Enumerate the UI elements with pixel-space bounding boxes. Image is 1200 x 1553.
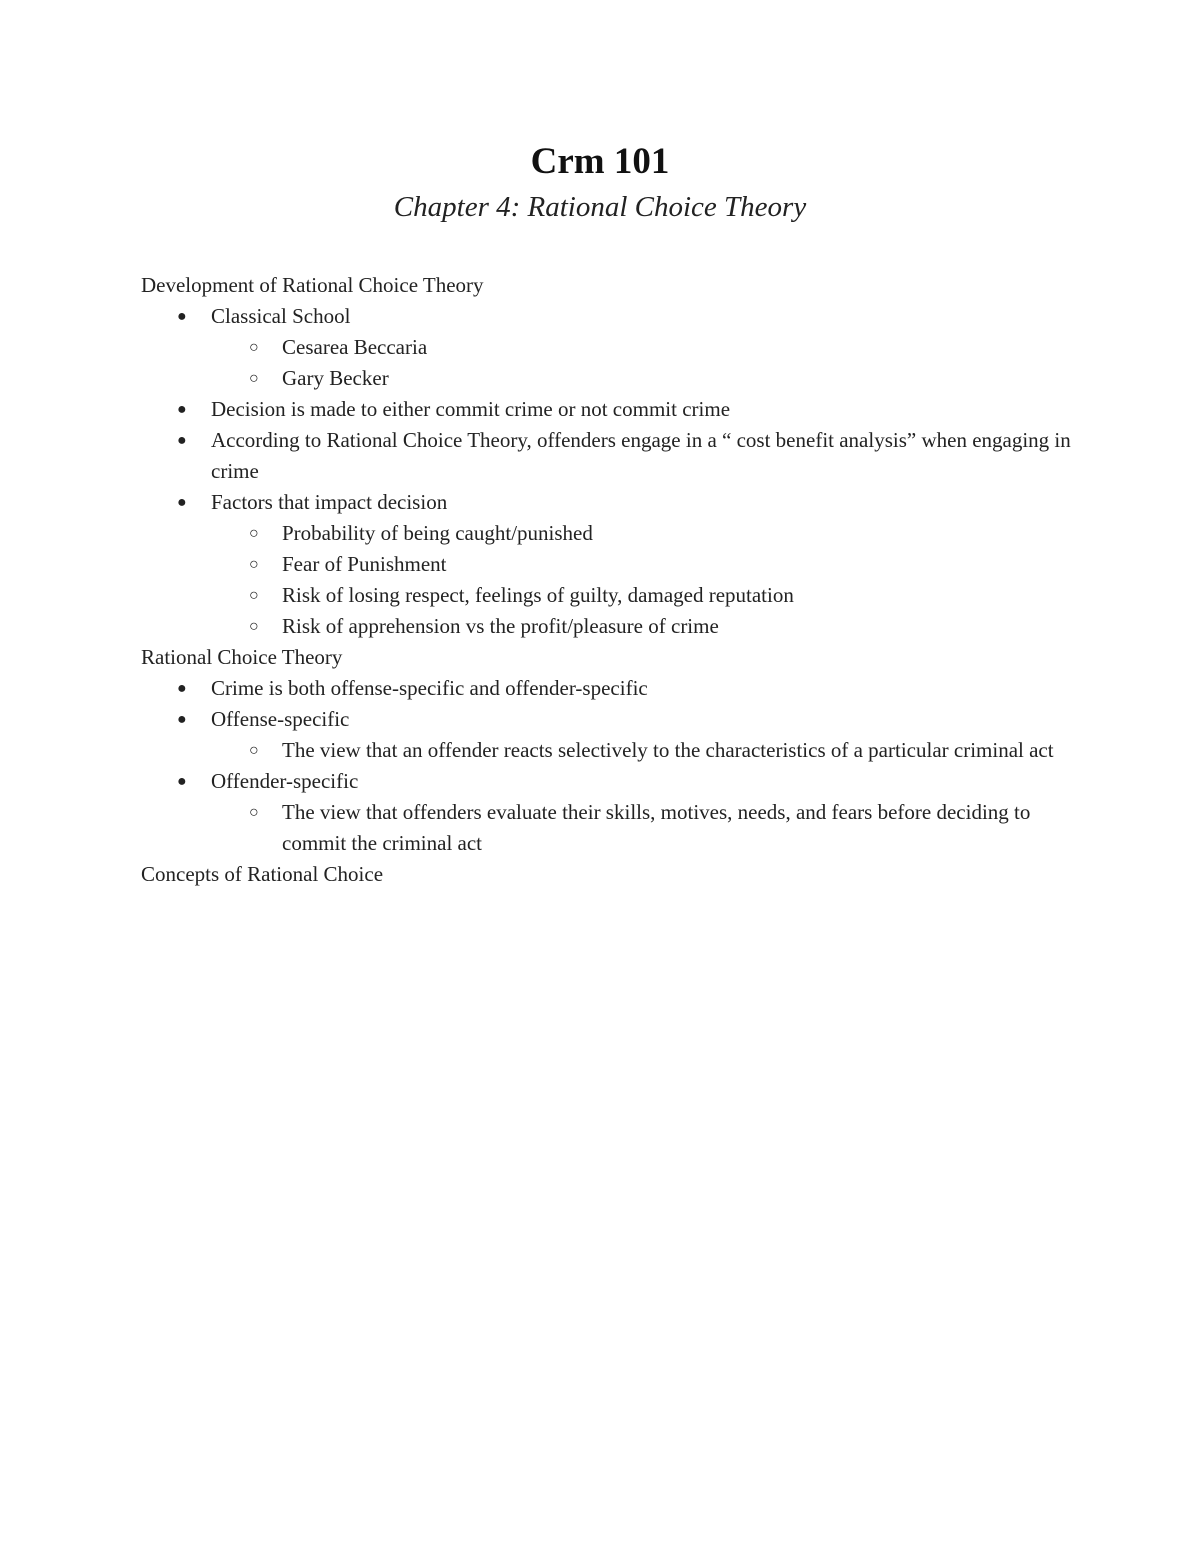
bullet-icon: ●: [177, 711, 187, 728]
list-item: [141, 425, 1071, 487]
sub-list-item-text: Fear of Punishment: [282, 552, 447, 576]
hollow-bullet-icon: ○: [249, 525, 259, 542]
sub-list-item-text: Cesarea Beccaria: [282, 335, 428, 359]
list-item-text: Offender-specific: [211, 769, 359, 793]
hollow-bullet-icon: ○: [249, 804, 259, 821]
section-heading: Concepts of Rational Choice: [141, 862, 384, 886]
hollow-bullet-icon: ○: [249, 339, 259, 356]
sub-list-item: [141, 363, 1071, 394]
hollow-bullet-icon: ○: [249, 587, 259, 604]
bullet-icon: ●: [177, 773, 187, 790]
bullet-icon: ●: [177, 308, 187, 325]
list-item: [141, 487, 1071, 518]
sub-list-item-text: The view that an offender reacts selectively to the characteristics of a particular criminal act: [282, 738, 1054, 762]
list-item-text: Offense-specific: [211, 707, 350, 731]
list-item-text: Decision is made to either commit crime or not commit crime: [211, 397, 731, 421]
sub-list-item: [141, 611, 1071, 642]
sub-list-item-text: Gary Becker: [282, 366, 389, 390]
list-item: [141, 766, 1071, 797]
sub-list-item: [141, 332, 1071, 363]
bullet-icon: ●: [177, 494, 187, 511]
document-title: Crm 101: [530, 141, 670, 182]
list-item-text: Crime is both offense-specific and offender-specific: [211, 676, 648, 700]
hollow-bullet-icon: ○: [249, 618, 259, 635]
notes-outline: [141, 270, 1071, 890]
list-item: [141, 394, 1071, 425]
list-item-text: Classical School: [211, 304, 351, 328]
sub-list-item-text: The view that offenders evaluate their skills, motives, needs, and fears before deciding to commit the criminal act: [282, 800, 1031, 855]
sub-list-item: [141, 518, 1071, 549]
list-item: [141, 704, 1071, 735]
list-item: [141, 301, 1071, 332]
sub-list-item-text: Risk of losing respect, feelings of guilty, damaged reputation: [282, 583, 794, 607]
bullet-icon: ●: [177, 680, 187, 697]
sub-list-item: [141, 797, 1071, 859]
list-item: [141, 673, 1071, 704]
bullet-icon: ●: [177, 432, 187, 449]
hollow-bullet-icon: ○: [249, 742, 259, 759]
list-item-text: According to Rational Choice Theory, offenders engage in a “ cost benefit analysis” when engaging in crime: [211, 428, 1071, 483]
sub-list-item: [141, 580, 1071, 611]
sub-list-item: [141, 735, 1071, 766]
hollow-bullet-icon: ○: [249, 556, 259, 573]
document-subtitle: Chapter 4: Rational Choice Theory: [393, 191, 807, 223]
section-heading: Development of Rational Choice Theory: [141, 273, 484, 297]
hollow-bullet-icon: ○: [249, 370, 259, 387]
sub-list-item: [141, 549, 1071, 580]
bullet-icon: ●: [177, 401, 187, 418]
sub-list-item-text: Risk of apprehension vs the profit/pleasure of crime: [282, 614, 719, 638]
list-item-text: Factors that impact decision: [211, 490, 448, 514]
section-heading: Rational Choice Theory: [141, 645, 343, 669]
sub-list-item-text: Probability of being caught/punished: [282, 521, 593, 545]
